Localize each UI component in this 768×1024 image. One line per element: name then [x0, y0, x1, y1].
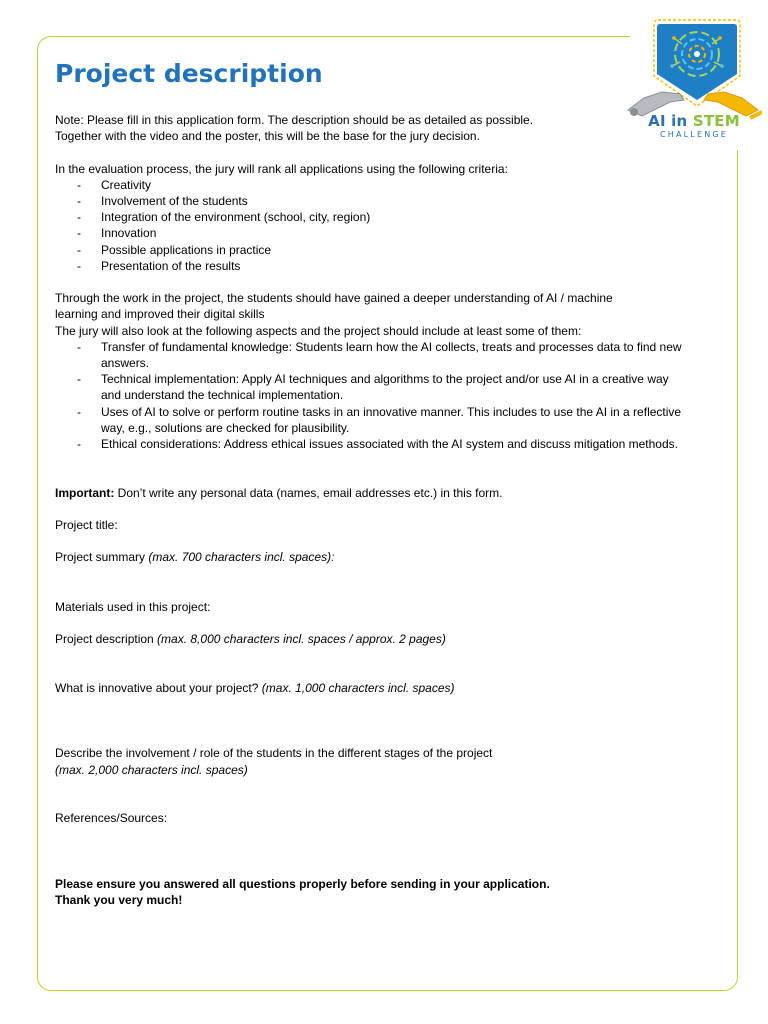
- list-item: - Innovation: [77, 226, 157, 241]
- list-item: - Technical implementation: Apply AI techniques and algorithms to the project and/or use AI in a creative way and understand the technical implementation.: [77, 372, 669, 403]
- note-line-2: Together with the video and the poster, this will be the base for the jury decision.: [55, 129, 480, 144]
- understanding-line-3: The jury will also look at the following aspects and the project should include at least some of them:: [55, 323, 582, 338]
- materials-field: Materials used in this project:: [55, 599, 211, 614]
- criteria-list: [55, 177, 685, 274]
- list-item: - Possible applications in practice: [77, 242, 272, 257]
- important-text: Don’t write any personal data (names, email addresses etc.) in this form.: [114, 485, 503, 500]
- important-label: Important:: [55, 485, 115, 500]
- involvement-field: Describe the involvement / role of the students in the different stages of the project: [55, 746, 493, 761]
- list-item: - Integration of the environment (school, city, region): [77, 210, 371, 225]
- project-title-field: Project title:: [55, 518, 118, 532]
- aspects-list: [55, 339, 685, 452]
- logo-subtitle: CHALLENGE: [659, 130, 729, 139]
- list-item: - Creativity: [77, 177, 152, 192]
- list-item: - Involvement of the students: [77, 194, 248, 208]
- list-item: - Presentation of the results: [77, 258, 241, 273]
- important-notice: [55, 485, 685, 501]
- logo-ai-text: AI in: [648, 112, 688, 130]
- list-item: - Ethical considerations: Address ethical issues associated with the AI system and discuss mitigation methods.: [77, 437, 678, 452]
- innovative-field: What is innovative about your project? (max. 1,000 characters incl. spaces): [55, 681, 455, 696]
- closing-line-2: Thank you very much!: [55, 893, 183, 908]
- closing-line-1: Please ensure you answered all questions properly before sending in your application.: [55, 877, 550, 892]
- references-field: References/Sources:: [55, 810, 168, 825]
- page-title: Project description: [55, 59, 323, 88]
- project-description-field: Project description (max. 8,000 characters incl. spaces / approx. 2 pages): [55, 631, 446, 646]
- document-body: [55, 56, 688, 909]
- list-item: - Transfer of fundamental knowledge: Students learn how the AI collects, treats and processes data to find new answers.: [77, 339, 682, 371]
- criteria-intro: In the evaluation process, the jury will rank all applications using the following criteria:: [55, 161, 508, 176]
- project-summary-field: Project summary (max. 700 characters incl. spaces):: [55, 550, 335, 565]
- involvement-hint: (max. 2,000 characters incl. spaces): [55, 762, 248, 777]
- logo-stem-text: STEM: [692, 112, 740, 130]
- understanding-line-1: Through the work in the project, the students should have gained a deeper understanding of AI / machine: [55, 291, 613, 306]
- note-line-1: Note: Please fill in this application form. The description should be as detailed as possible.: [55, 113, 534, 127]
- list-item: - Uses of AI to solve or perform routine tasks in an innovative manner. This includes to use the AI in a reflective way, e.g., solutions are checked for plausibility.: [77, 404, 682, 435]
- understanding-line-2: learning and improved their digital skills: [55, 307, 265, 322]
